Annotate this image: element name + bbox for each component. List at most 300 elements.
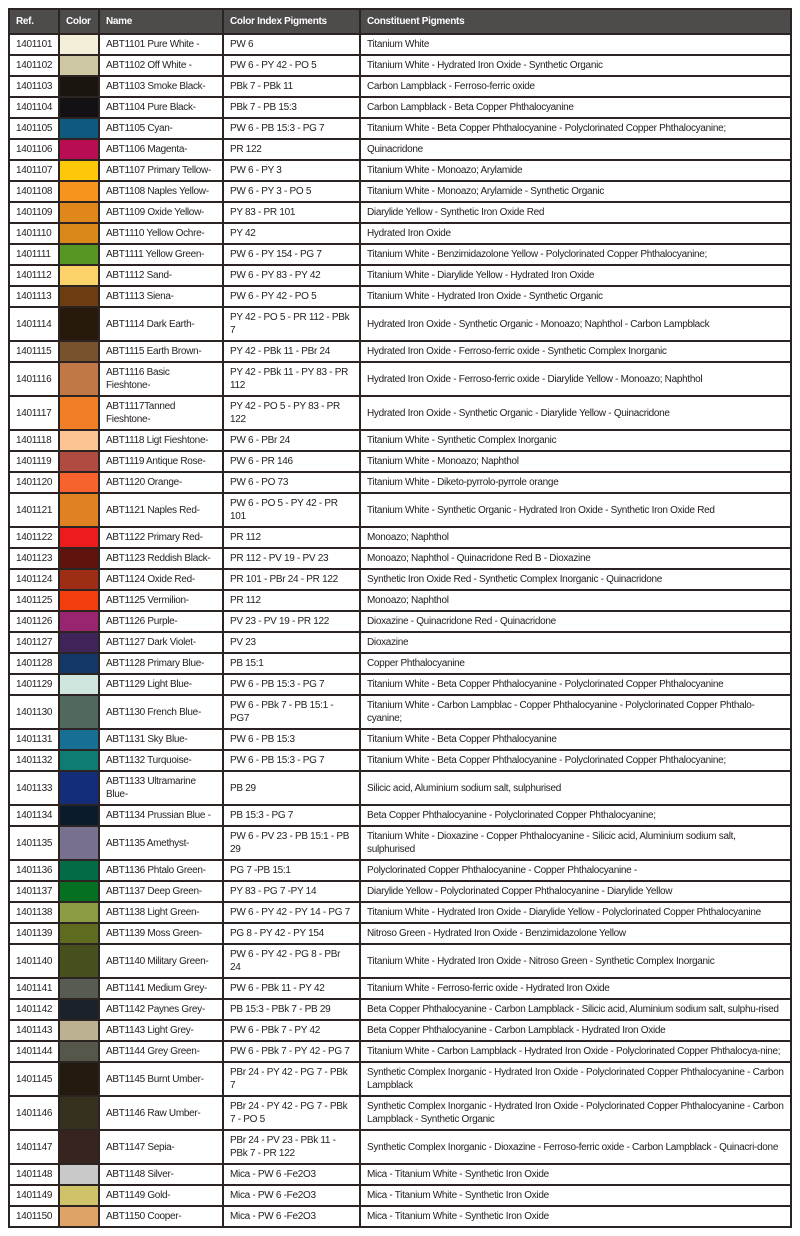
name-cell: ABT1149 Gold- xyxy=(99,1185,223,1206)
name-cell: ABT1111 Yellow Green- xyxy=(99,244,223,265)
color-index-cell: PW 6 - PB 15:3 xyxy=(223,729,360,750)
color-swatch xyxy=(59,805,99,826)
color-index-cell: PW 6 - PBk 7 - PY 42 - PG 7 xyxy=(223,1041,360,1062)
ref-cell: 1401112 xyxy=(9,265,59,286)
color-index-cell: PY 42 - PO 5 - PY 83 - PR 122 xyxy=(223,396,360,430)
color-index-cell: PW 6 - PO 5 - PY 42 - PR 101 xyxy=(223,493,360,527)
color-index-cell: PV 23 - PV 19 - PR 122 xyxy=(223,611,360,632)
name-cell: ABT1121 Naples Red- xyxy=(99,493,223,527)
ref-cell: 1401104 xyxy=(9,97,59,118)
table-body xyxy=(9,34,791,1227)
constituent-cell: Titanium White - Hydrated Iron Oxide - Synthetic Organic xyxy=(360,55,791,76)
color-swatch xyxy=(59,1130,99,1164)
table-row xyxy=(9,118,791,139)
color-swatch xyxy=(59,34,99,55)
color-swatch xyxy=(59,1062,99,1096)
table-row xyxy=(9,1130,791,1164)
color-swatch xyxy=(59,1164,99,1185)
color-index-cell: PW 6 - PY 3 xyxy=(223,160,360,181)
color-index-cell: PW 6 - PB 15:3 - PG 7 xyxy=(223,118,360,139)
color-swatch xyxy=(59,1020,99,1041)
name-cell: ABT1134 Prussian Blue - xyxy=(99,805,223,826)
constituent-cell: Titanium White - Hydrated Iron Oxide - Synthetic Organic xyxy=(360,286,791,307)
ref-cell: 1401108 xyxy=(9,181,59,202)
color-swatch xyxy=(59,902,99,923)
color-swatch xyxy=(59,55,99,76)
constituent-cell: Monoazo; Naphthol xyxy=(360,527,791,548)
constituent-cell: Hydrated Iron Oxide - Ferroso-ferric oxide - Diarylide Yellow - Monoazo; Naphthol xyxy=(360,362,791,396)
table-row xyxy=(9,860,791,881)
color-swatch xyxy=(59,1206,99,1227)
color-swatch xyxy=(59,1185,99,1206)
ref-cell: 1401124 xyxy=(9,569,59,590)
constituent-cell: Mica - Titanium White - Synthetic Iron Oxide xyxy=(360,1185,791,1206)
table-row xyxy=(9,341,791,362)
constituent-cell: Titanium White - Diketo-pyrrolo-pyrrole orange xyxy=(360,472,791,493)
ref-cell: 1401101 xyxy=(9,34,59,55)
ref-cell: 1401105 xyxy=(9,118,59,139)
name-cell: ABT1138 Light Green- xyxy=(99,902,223,923)
ref-cell: 1401135 xyxy=(9,826,59,860)
ref-cell: 1401109 xyxy=(9,202,59,223)
ref-cell: 1401125 xyxy=(9,590,59,611)
color-index-cell: PB 15:1 xyxy=(223,653,360,674)
header-name: Name xyxy=(99,9,223,34)
name-cell: ABT1137 Deep Green- xyxy=(99,881,223,902)
name-cell: ABT1122 Primary Red- xyxy=(99,527,223,548)
ref-cell: 1401127 xyxy=(9,632,59,653)
color-index-cell: PW 6 - PB 15:3 - PG 7 xyxy=(223,750,360,771)
color-index-cell: PY 42 xyxy=(223,223,360,244)
color-swatch xyxy=(59,472,99,493)
table-row xyxy=(9,881,791,902)
color-index-cell: PBr 24 - PV 23 - PBk 11 - PBk 7 - PR 122 xyxy=(223,1130,360,1164)
constituent-cell: Carbon Lampblack - Ferroso-ferric oxide xyxy=(360,76,791,97)
color-index-cell: PY 83 - PG 7 -PY 14 xyxy=(223,881,360,902)
ref-cell: 1401118 xyxy=(9,430,59,451)
table-row xyxy=(9,1206,791,1227)
ref-cell: 1401132 xyxy=(9,750,59,771)
table-row xyxy=(9,181,791,202)
name-cell: ABT1128 Primary Blue- xyxy=(99,653,223,674)
constituent-cell: Titanium White - Monoazo; Arylamide - Synthetic Organic xyxy=(360,181,791,202)
color-index-cell: PY 42 - PBk 11 - PBr 24 xyxy=(223,341,360,362)
name-cell: ABT1117Tanned Fieshtone- xyxy=(99,396,223,430)
color-index-cell: PW 6 - PR 146 xyxy=(223,451,360,472)
constituent-cell: Titanium White - Dioxazine - Copper Phthalocyanine - Silicic acid, Aluminium sodium salt, sulphurised xyxy=(360,826,791,860)
table-row xyxy=(9,729,791,750)
color-index-cell: PW 6 - PBk 11 - PY 42 xyxy=(223,978,360,999)
constituent-cell: Beta Copper Phthalocyanine - Polyclorinated Copper Phthalocyanine; xyxy=(360,805,791,826)
constituent-cell: Titanium White - Carbon Lampblack - Hydrated Iron Oxide - Polyclorinated Copper Phthalocya-nine; xyxy=(360,1041,791,1062)
color-swatch xyxy=(59,569,99,590)
table-row xyxy=(9,548,791,569)
constituent-cell: Titanium White xyxy=(360,34,791,55)
ref-cell: 1401119 xyxy=(9,451,59,472)
name-cell: ABT1120 Orange- xyxy=(99,472,223,493)
ref-cell: 1401148 xyxy=(9,1164,59,1185)
color-index-cell: PW 6 - PY 42 - PO 5 xyxy=(223,55,360,76)
name-cell: ABT1127 Dark Violet- xyxy=(99,632,223,653)
table-row xyxy=(9,307,791,341)
name-cell: ABT1118 Ligt Fieshtone- xyxy=(99,430,223,451)
color-index-cell: PY 42 - PO 5 - PR 112 - PBk 7 xyxy=(223,307,360,341)
ref-cell: 1401137 xyxy=(9,881,59,902)
ref-cell: 1401136 xyxy=(9,860,59,881)
color-swatch xyxy=(59,430,99,451)
constituent-cell: Mica - Titanium White - Synthetic Iron Oxide xyxy=(360,1206,791,1227)
table-row xyxy=(9,923,791,944)
table-row xyxy=(9,244,791,265)
name-cell: ABT1109 Oxide Yellow- xyxy=(99,202,223,223)
ref-cell: 1401121 xyxy=(9,493,59,527)
constituent-cell: Beta Copper Phthalocyanine - Carbon Lampblack - Hydrated Iron Oxide xyxy=(360,1020,791,1041)
constituent-cell: Nitroso Green - Hydrated Iron Oxide - Benzimidazolone Yellow xyxy=(360,923,791,944)
color-index-cell: PR 122 xyxy=(223,139,360,160)
ref-cell: 1401130 xyxy=(9,695,59,729)
ref-cell: 1401115 xyxy=(9,341,59,362)
header-color: Color xyxy=(59,9,99,34)
table-row xyxy=(9,826,791,860)
color-swatch xyxy=(59,944,99,978)
ref-cell: 1401139 xyxy=(9,923,59,944)
color-index-cell: PB 15:3 - PG 7 xyxy=(223,805,360,826)
name-cell: ABT1135 Amethyst- xyxy=(99,826,223,860)
constituent-cell: Synthetic Complex Inorganic - Hydrated Iron Oxide - Polyclorinated Copper Phthalocyanine - Carbon Lampblack - Synthetic Organic xyxy=(360,1096,791,1130)
color-swatch xyxy=(59,307,99,341)
ref-cell: 1401110 xyxy=(9,223,59,244)
name-cell: ABT1101 Pure White - xyxy=(99,34,223,55)
table-row xyxy=(9,76,791,97)
name-cell: ABT1115 Earth Brown- xyxy=(99,341,223,362)
name-cell: ABT1145 Burnt Umber- xyxy=(99,1062,223,1096)
constituent-cell: Dioxazine xyxy=(360,632,791,653)
name-cell: ABT1103 Smoke Black- xyxy=(99,76,223,97)
color-index-cell: PV 23 xyxy=(223,632,360,653)
color-index-cell: PW 6 - PY 42 - PG 8 - PBr 24 xyxy=(223,944,360,978)
color-index-cell: PR 112 - PV 19 - PV 23 xyxy=(223,548,360,569)
color-swatch xyxy=(59,674,99,695)
name-cell: ABT1116 Basic Fieshtone- xyxy=(99,362,223,396)
color-swatch xyxy=(59,118,99,139)
constituent-cell: Monoazo; Naphthol xyxy=(360,590,791,611)
table-row xyxy=(9,632,791,653)
ref-cell: 1401141 xyxy=(9,978,59,999)
color-index-cell: PY 42 - PBk 11 - PY 83 - PR 112 xyxy=(223,362,360,396)
color-index-cell: PR 112 xyxy=(223,527,360,548)
color-index-cell: Mica - PW 6 -Fe2O3 xyxy=(223,1185,360,1206)
constituent-cell: Dioxazine - Quinacridone Red - Quinacridone xyxy=(360,611,791,632)
table-row xyxy=(9,590,791,611)
ref-cell: 1401129 xyxy=(9,674,59,695)
name-cell: ABT1124 Oxide Red- xyxy=(99,569,223,590)
ref-cell: 1401144 xyxy=(9,1041,59,1062)
ref-cell: 1401131 xyxy=(9,729,59,750)
constituent-cell: Hydrated Iron Oxide xyxy=(360,223,791,244)
table-row xyxy=(9,569,791,590)
color-swatch xyxy=(59,978,99,999)
table-row xyxy=(9,362,791,396)
color-swatch xyxy=(59,1041,99,1062)
name-cell: ABT1131 Sky Blue- xyxy=(99,729,223,750)
constituent-cell: Mica - Titanium White - Synthetic Iron Oxide xyxy=(360,1164,791,1185)
name-cell: ABT1136 Phtalo Green- xyxy=(99,860,223,881)
color-swatch xyxy=(59,223,99,244)
color-swatch xyxy=(59,590,99,611)
name-cell: ABT1142 Paynes Grey- xyxy=(99,999,223,1020)
table-row xyxy=(9,944,791,978)
name-cell: ABT1106 Magenta- xyxy=(99,139,223,160)
constituent-cell: Titanium White - Hydrated Iron Oxide - Nitroso Green - Synthetic Complex Inorganic xyxy=(360,944,791,978)
name-cell: ABT1107 Primary Tellow- xyxy=(99,160,223,181)
color-swatch xyxy=(59,999,99,1020)
color-swatch xyxy=(59,265,99,286)
name-cell: ABT1125 Vermilion- xyxy=(99,590,223,611)
constituent-cell: Polyclorinated Copper Phthalocyanine - Copper Phthalocyanine - xyxy=(360,860,791,881)
constituent-cell: Diarylide Yellow - Polyclorinated Copper Phthalocyanine - Diarylide Yellow xyxy=(360,881,791,902)
color-index-cell: PG 7 -PB 15:1 xyxy=(223,860,360,881)
color-index-cell: Mica - PW 6 -Fe2O3 xyxy=(223,1164,360,1185)
table-row xyxy=(9,1062,791,1096)
ref-cell: 1401120 xyxy=(9,472,59,493)
color-swatch xyxy=(59,286,99,307)
color-swatch xyxy=(59,76,99,97)
constituent-cell: Diarylide Yellow - Synthetic Iron Oxide Red xyxy=(360,202,791,223)
color-index-cell: PB 15:3 - PBk 7 - PB 29 xyxy=(223,999,360,1020)
ref-cell: 1401126 xyxy=(9,611,59,632)
table-row xyxy=(9,1020,791,1041)
table-header xyxy=(9,9,791,34)
header-ref: Ref. xyxy=(9,9,59,34)
name-cell: ABT1123 Reddish Black- xyxy=(99,548,223,569)
color-swatch xyxy=(59,139,99,160)
constituent-cell: Quinacridone xyxy=(360,139,791,160)
table-row xyxy=(9,1164,791,1185)
color-index-cell: PW 6 xyxy=(223,34,360,55)
table-row xyxy=(9,695,791,729)
ref-cell: 1401147 xyxy=(9,1130,59,1164)
ref-cell: 1401111 xyxy=(9,244,59,265)
ref-cell: 1401133 xyxy=(9,771,59,805)
color-index-cell: PW 6 - PB 15:3 - PG 7 xyxy=(223,674,360,695)
table-row xyxy=(9,978,791,999)
color-swatch xyxy=(59,548,99,569)
color-index-cell: PR 101 - PBr 24 - PR 122 xyxy=(223,569,360,590)
color-swatch xyxy=(59,97,99,118)
color-index-cell: PB 29 xyxy=(223,771,360,805)
constituent-cell: Copper Phthalocyanine xyxy=(360,653,791,674)
color-index-cell: PW 6 - PY 42 - PY 14 - PG 7 xyxy=(223,902,360,923)
name-cell: ABT1104 Pure Black- xyxy=(99,97,223,118)
color-swatch xyxy=(59,396,99,430)
table-row xyxy=(9,1096,791,1130)
table-row xyxy=(9,527,791,548)
pigment-table xyxy=(8,8,792,1228)
ref-cell: 1401113 xyxy=(9,286,59,307)
constituent-cell: Titanium White - Ferroso-ferric oxide - Hydrated Iron Oxide xyxy=(360,978,791,999)
ref-cell: 1401140 xyxy=(9,944,59,978)
constituent-cell: Titanium White - Beta Copper Phthalocyanine - Polyclorinated Copper Phthalocyanine; xyxy=(360,118,791,139)
color-swatch xyxy=(59,611,99,632)
color-index-cell: PR 112 xyxy=(223,590,360,611)
table-row xyxy=(9,160,791,181)
name-cell: ABT1126 Purple- xyxy=(99,611,223,632)
constituent-cell: Titanium White - Beta Copper Phthalocyanine - Polyclorinated Copper Phthalocyanine xyxy=(360,674,791,695)
table-row xyxy=(9,674,791,695)
header-constituent-pigments: Constituent Pigments xyxy=(360,9,791,34)
name-cell: ABT1108 Naples Yellow- xyxy=(99,181,223,202)
table-row xyxy=(9,139,791,160)
color-swatch xyxy=(59,881,99,902)
table-row xyxy=(9,223,791,244)
color-index-cell: PW 6 - PY 154 - PG 7 xyxy=(223,244,360,265)
name-cell: ABT1147 Sepia- xyxy=(99,1130,223,1164)
name-cell: ABT1133 Ultramarine Blue- xyxy=(99,771,223,805)
table-row xyxy=(9,611,791,632)
constituent-cell: Titanium White - Synthetic Complex Inorganic xyxy=(360,430,791,451)
color-swatch xyxy=(59,181,99,202)
constituent-cell: Hydrated Iron Oxide - Synthetic Organic - Diarylide Yellow - Quinacridone xyxy=(360,396,791,430)
ref-cell: 1401143 xyxy=(9,1020,59,1041)
ref-cell: 1401103 xyxy=(9,76,59,97)
color-index-cell: PW 6 - PBk 7 - PB 15:1 - PG7 xyxy=(223,695,360,729)
name-cell: ABT1119 Antique Rose- xyxy=(99,451,223,472)
table-row xyxy=(9,202,791,223)
header-color-index-pigments: Color Index Pigments xyxy=(223,9,360,34)
color-swatch xyxy=(59,923,99,944)
ref-cell: 1401145 xyxy=(9,1062,59,1096)
name-cell: ABT1148 Silver- xyxy=(99,1164,223,1185)
table-row xyxy=(9,1041,791,1062)
constituent-cell: Titanium White - Monoazo; Naphthol xyxy=(360,451,791,472)
name-cell: ABT1140 Military Green- xyxy=(99,944,223,978)
color-index-cell: PW 6 - PV 23 - PB 15:1 - PB 29 xyxy=(223,826,360,860)
name-cell: ABT1144 Grey Green- xyxy=(99,1041,223,1062)
name-cell: ABT1129 Light Blue- xyxy=(99,674,223,695)
color-index-cell: PBk 7 - PBk 11 xyxy=(223,76,360,97)
name-cell: ABT1114 Dark Earth- xyxy=(99,307,223,341)
constituent-cell: Titanium White - Hydrated Iron Oxide - Diarylide Yellow - Polyclorinated Copper Phthalocyanine xyxy=(360,902,791,923)
ref-cell: 1401123 xyxy=(9,548,59,569)
name-cell: ABT1139 Moss Green- xyxy=(99,923,223,944)
color-swatch xyxy=(59,341,99,362)
color-swatch xyxy=(59,695,99,729)
table-row xyxy=(9,396,791,430)
color-index-cell: PW 6 - PBr 24 xyxy=(223,430,360,451)
color-index-cell: PW 6 - PO 73 xyxy=(223,472,360,493)
ref-cell: 1401128 xyxy=(9,653,59,674)
color-swatch xyxy=(59,362,99,396)
color-swatch xyxy=(59,160,99,181)
color-swatch xyxy=(59,729,99,750)
color-index-cell: PG 8 - PY 42 - PY 154 xyxy=(223,923,360,944)
table-row xyxy=(9,805,791,826)
name-cell: ABT1112 Sand- xyxy=(99,265,223,286)
color-index-cell: PW 6 - PBk 7 - PY 42 xyxy=(223,1020,360,1041)
table-row xyxy=(9,55,791,76)
constituent-cell: Synthetic Complex Inorganic - Hydrated Iron Oxide - Polyclorinated Copper Phthalocyanine - Carbon Lampblack xyxy=(360,1062,791,1096)
table-row xyxy=(9,34,791,55)
color-swatch xyxy=(59,653,99,674)
color-swatch xyxy=(59,632,99,653)
table-row xyxy=(9,430,791,451)
table-row xyxy=(9,653,791,674)
name-cell: ABT1132 Turquoise- xyxy=(99,750,223,771)
table-row xyxy=(9,97,791,118)
constituent-cell: Titanium White - Synthetic Organic - Hydrated Iron Oxide - Synthetic Iron Oxide Red xyxy=(360,493,791,527)
ref-cell: 1401142 xyxy=(9,999,59,1020)
color-index-cell: PY 83 - PR 101 xyxy=(223,202,360,223)
color-swatch xyxy=(59,244,99,265)
constituent-cell: Beta Copper Phthalocyanine - Carbon Lampblack - Silicic acid, Aluminium sodium salt, sulphu-rised xyxy=(360,999,791,1020)
table-row xyxy=(9,493,791,527)
color-index-cell: PW 6 - PY 83 - PY 42 xyxy=(223,265,360,286)
color-swatch xyxy=(59,451,99,472)
table-row xyxy=(9,286,791,307)
color-swatch xyxy=(59,750,99,771)
color-index-cell: PW 6 - PY 42 - PO 5 xyxy=(223,286,360,307)
color-index-cell: PW 6 - PY 3 - PO 5 xyxy=(223,181,360,202)
ref-cell: 1401107 xyxy=(9,160,59,181)
table-row xyxy=(9,472,791,493)
name-cell: ABT1113 Siena- xyxy=(99,286,223,307)
ref-cell: 1401106 xyxy=(9,139,59,160)
name-cell: ABT1130 French Blue- xyxy=(99,695,223,729)
color-swatch xyxy=(59,493,99,527)
table-row xyxy=(9,771,791,805)
ref-cell: 1401102 xyxy=(9,55,59,76)
ref-cell: 1401150 xyxy=(9,1206,59,1227)
table-row xyxy=(9,750,791,771)
ref-cell: 1401116 xyxy=(9,362,59,396)
color-swatch xyxy=(59,771,99,805)
ref-cell: 1401117 xyxy=(9,396,59,430)
constituent-cell: Hydrated Iron Oxide - Synthetic Organic - Monoazo; Naphthol - Carbon Lampblack xyxy=(360,307,791,341)
constituent-cell: Titanium White - Monoazo; Arylamide xyxy=(360,160,791,181)
name-cell: ABT1141 Medium Grey- xyxy=(99,978,223,999)
constituent-cell: Synthetic Iron Oxide Red - Synthetic Complex Inorganic - Quinacridone xyxy=(360,569,791,590)
table-row xyxy=(9,1185,791,1206)
color-index-cell: PBr 24 - PY 42 - PG 7 - PBk 7 xyxy=(223,1062,360,1096)
name-cell: ABT1102 Off White - xyxy=(99,55,223,76)
color-index-cell: PBr 24 - PY 42 - PG 7 - PBk 7 - PO 5 xyxy=(223,1096,360,1130)
ref-cell: 1401138 xyxy=(9,902,59,923)
name-cell: ABT1146 Raw Umber- xyxy=(99,1096,223,1130)
table-row xyxy=(9,265,791,286)
ref-cell: 1401149 xyxy=(9,1185,59,1206)
name-cell: ABT1110 Yellow Ochre- xyxy=(99,223,223,244)
table-row xyxy=(9,902,791,923)
constituent-cell: Titanium White - Benzimidazolone Yellow - Polyclorinated Copper Phthalocyanine; xyxy=(360,244,791,265)
ref-cell: 1401122 xyxy=(9,527,59,548)
constituent-cell: Titanium White - Diarylide Yellow - Hydrated Iron Oxide xyxy=(360,265,791,286)
color-swatch xyxy=(59,860,99,881)
color-index-cell: Mica - PW 6 -Fe2O3 xyxy=(223,1206,360,1227)
constituent-cell: Silicic acid, Aluminium sodium salt, sulphurised xyxy=(360,771,791,805)
color-swatch xyxy=(59,1096,99,1130)
constituent-cell: Monoazo; Naphthol - Quinacridone Red B - Dioxazine xyxy=(360,548,791,569)
color-swatch xyxy=(59,527,99,548)
ref-cell: 1401114 xyxy=(9,307,59,341)
table-row xyxy=(9,999,791,1020)
constituent-cell: Titanium White - Beta Copper Phthalocyanine - Polyclorinated Copper Phthalocyanine; xyxy=(360,750,791,771)
color-swatch xyxy=(59,202,99,223)
constituent-cell: Titanium White - Beta Copper Phthalocyanine xyxy=(360,729,791,750)
constituent-cell: Titanium White - Carbon Lampblac - Copper Phthalocyanine - Polyclorinated Copper Phthalo-cyanine; xyxy=(360,695,791,729)
color-index-cell: PBk 7 - PB 15:3 xyxy=(223,97,360,118)
name-cell: ABT1143 Light Grey- xyxy=(99,1020,223,1041)
constituent-cell: Synthetic Complex Inorganic - Dioxazine - Ferroso-ferric oxide - Carbon Lampblack - Quinacri-done xyxy=(360,1130,791,1164)
